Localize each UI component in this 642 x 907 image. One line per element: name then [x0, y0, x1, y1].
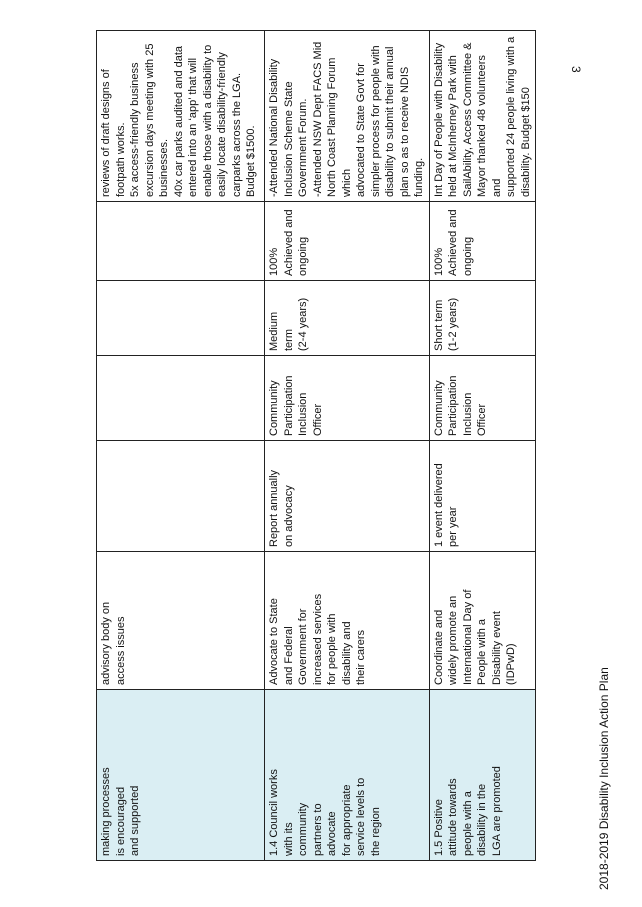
status-cell: 100% Achieved and ongoing: [429, 202, 536, 281]
objective-cell: making processes is encouraged and supported: [97, 690, 265, 861]
diap-table: [96, 31, 532, 861]
objective-cell: 1.4 Council works with its community partners to advocate for appropriate service levels to the region: [265, 690, 430, 861]
responsibility-cell: [97, 356, 265, 441]
status-cell: [97, 202, 265, 281]
measure-cell: Report annually on advocacy: [265, 441, 430, 552]
comments-cell: -Attended National Disability Inclusion Scheme State Government Forum. -Attended NSW Dept FACS Mid North Coast Planning Forum which advocated to State Govt for simpler process for people with disability to submit their annual plan so as to receive NDIS funding.: [265, 31, 430, 202]
responsibility-cell: Community Participation Inclusion Officer: [429, 356, 536, 441]
timeframe-cell: Medium term (2-4 years): [265, 281, 430, 356]
table-row: [429, 31, 536, 861]
footer-title: 2018-2019 Disability Inclusion Action Plan: [597, 667, 611, 890]
action-cell: Advocate to State and Federal Government for increased services for people with disability and their carers: [265, 552, 430, 690]
comments-cell: Int Day of People with Disability held at McInherney Park with SailAbility, Access Committee & Mayor thanked 48 volunteers and supported 24 people living with a disability. Budget $150: [429, 31, 536, 202]
measure-cell: 1 event delivered per year: [429, 441, 536, 552]
action-plan-table: [96, 30, 536, 861]
comments-cell: reviews of draft designs of footpath works. 5x access-friendly business excursion days meeting with 25 businesses. 40x car parks audited and data entered into an ‘app’ that will enable those with a disability to easily locate disability-friendly carparks across the LGA. Budget $1500.: [97, 31, 265, 202]
timeframe-cell: [97, 281, 265, 356]
status-cell: 100% Achieved and ongoing: [265, 202, 430, 281]
page-number: 3: [569, 66, 583, 73]
table-row: [97, 31, 265, 861]
objective-cell: 1.5 Positive attitude towards people with a disability in the LGA are promoted: [429, 690, 536, 861]
responsibility-cell: Community Participation Inclusion Officer: [265, 356, 430, 441]
measure-cell: [97, 441, 265, 552]
action-cell: advisory body on access issues: [97, 552, 265, 690]
table-row: [265, 31, 430, 861]
timeframe-cell: Short term (1-2 years): [429, 281, 536, 356]
action-cell: Coordinate and widely promote an International Day of People with a Disability event (IDPwD): [429, 552, 536, 690]
